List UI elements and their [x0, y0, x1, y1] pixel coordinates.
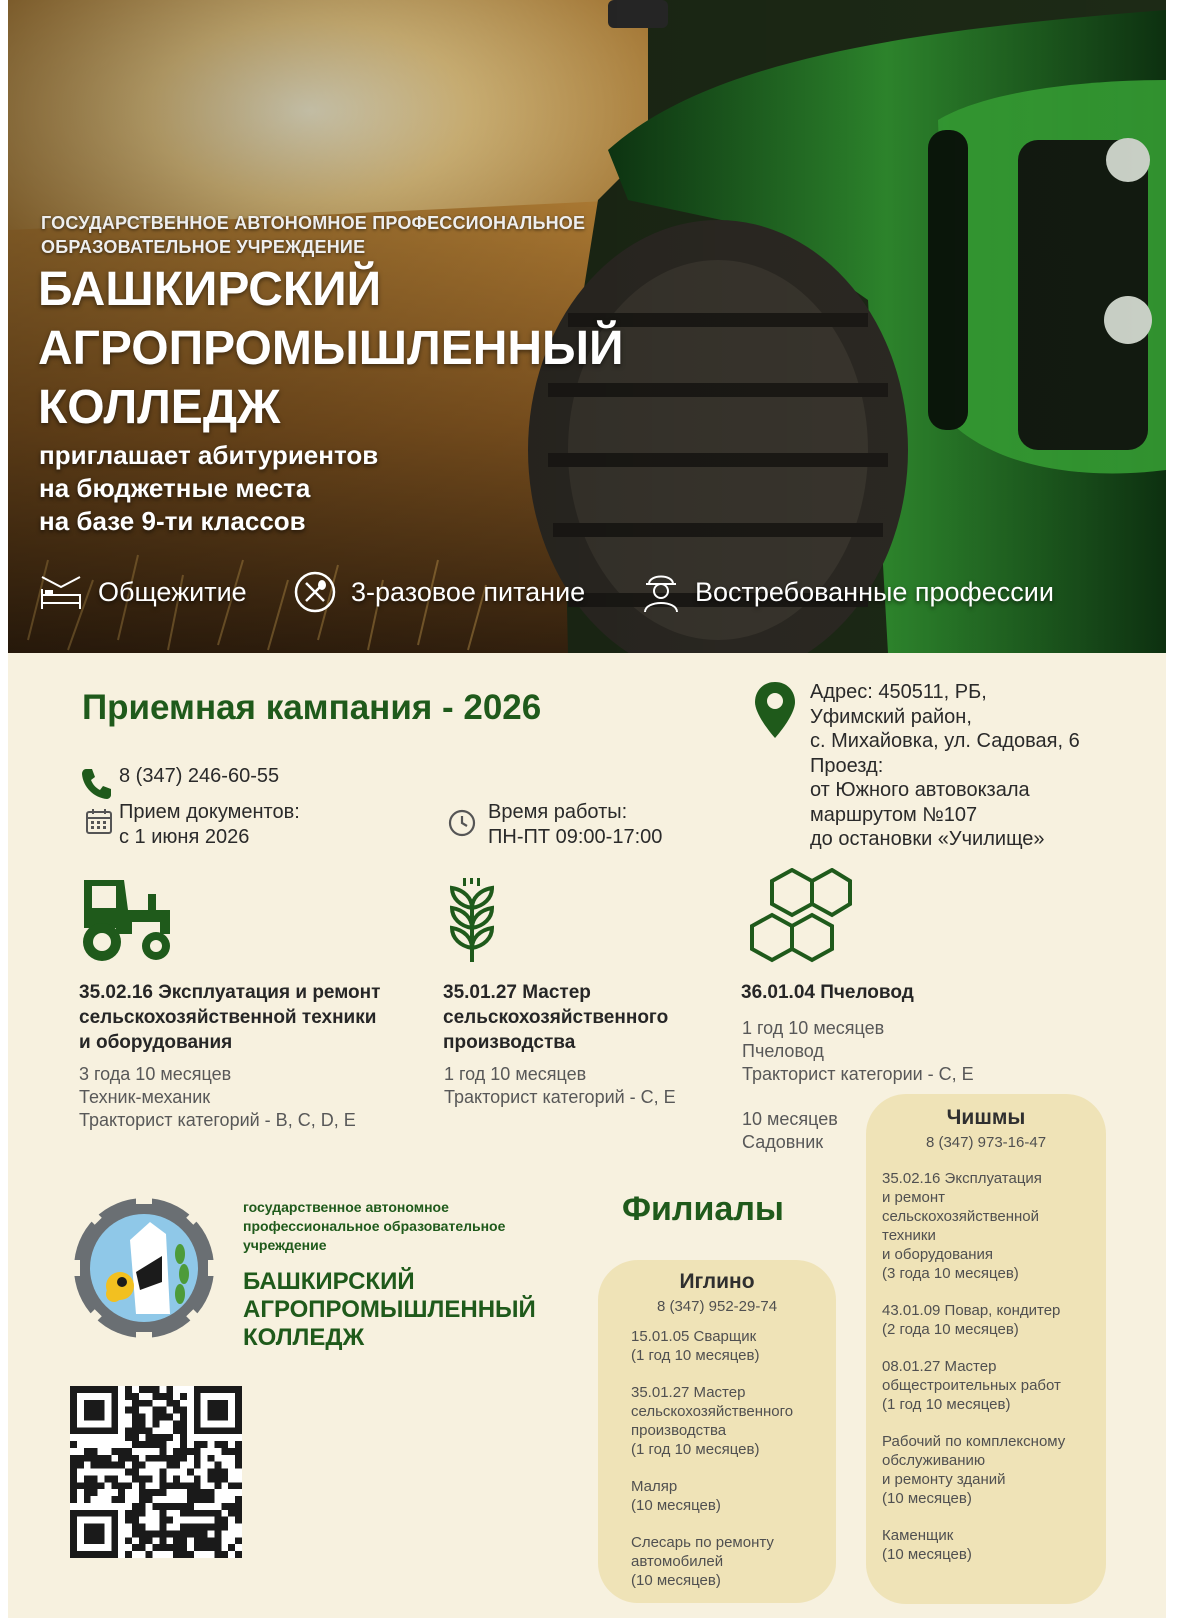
bed-icon	[38, 573, 84, 611]
docs-label: Прием документов:	[119, 801, 300, 823]
specialty-detail-line: Тракторист категории - С, Е	[742, 1064, 974, 1084]
specialty-1-title	[79, 980, 419, 1055]
program-line: 35.02.16 Эксплуатация	[882, 1170, 1042, 1187]
specialty-title-line: и оборудования	[79, 1032, 233, 1053]
college-emblem-icon	[70, 1194, 218, 1342]
logo-college-name	[243, 1268, 536, 1352]
address-block	[810, 680, 1080, 852]
program-line: Слесарь по ремонту	[631, 1534, 774, 1551]
program-line: (1 год 10 месяцев)	[631, 1441, 760, 1458]
specialty-detail-line: Тракторист категорий - B, C, D, E	[79, 1110, 356, 1130]
feature-label: Общежитие	[98, 576, 247, 607]
poster	[8, 0, 1166, 1618]
program-line: производства	[631, 1422, 727, 1439]
branch-name: Иглино	[679, 1270, 755, 1293]
branch-program	[882, 1432, 1106, 1508]
address-line: от Южного автовокзала	[810, 779, 1030, 801]
specialty-1-details	[79, 1063, 356, 1132]
branch-phone: 8 (347) 973-16-47	[925, 1134, 1047, 1151]
honeycomb-icon	[736, 868, 852, 964]
title-line-2: АГРОПРОМЫШЛЕННЫЙ	[38, 322, 624, 375]
program-line: общестроительных работ	[882, 1377, 1061, 1394]
branch-program	[882, 1169, 1106, 1283]
branch-name: Чишмы	[946, 1106, 1026, 1129]
program-line: (10 месяцев)	[882, 1490, 972, 1507]
program-line: 43.01.09 Повар, кондитер	[882, 1302, 1061, 1319]
logo-big-line: КОЛЛЕДЖ	[243, 1324, 365, 1351]
specialty-detail-line: 1 год 10 месяцев	[742, 1018, 885, 1038]
program-line: и ремонт	[882, 1189, 946, 1206]
branch-program	[631, 1533, 836, 1590]
logo-org-type	[243, 1198, 505, 1255]
logo-small-line: учреждение	[243, 1237, 327, 1253]
invite-line-2: на бюджетные места	[39, 473, 311, 503]
logo-big-line: АГРОПРОМЫШЛЕННЫЙ	[243, 1296, 536, 1323]
program-line: (10 месяцев)	[631, 1497, 721, 1514]
title-line-3: КОЛЛЕДЖ	[38, 381, 281, 434]
branch-program	[631, 1327, 836, 1365]
logo-small-line: государственное автономное	[243, 1199, 449, 1215]
specialty-title-line: производства	[443, 1032, 576, 1053]
program-line: Рабочий по комплексному	[882, 1433, 1066, 1450]
specialty-2-title	[443, 980, 743, 1055]
feature-dormitory	[38, 572, 247, 612]
specialty-detail-line: 10 месяцев	[742, 1109, 838, 1129]
program-line: 35.01.27 Мастер	[631, 1384, 746, 1401]
feature-label: 3-разовое питание	[351, 576, 586, 607]
program-line: обслуживанию	[882, 1452, 986, 1469]
specialty-detail-line: Техник-механик	[79, 1087, 211, 1107]
program-line: автомобилей	[631, 1553, 724, 1570]
logo-small-line: профессиональное образовательное	[243, 1218, 506, 1234]
program-line: (3 года 10 месяцев)	[882, 1265, 1019, 1282]
program-line: 08.01.27 Мастер	[882, 1358, 997, 1375]
wheat-icon	[444, 878, 500, 964]
org-line-2: ОБРАЗОВАТЕЛЬНОЕ УЧРЕЖДЕНИЕ	[41, 237, 366, 257]
branch-card-iglino	[598, 1260, 836, 1603]
fork-spoon-icon	[293, 570, 337, 614]
address-line: до остановки «Училище»	[810, 828, 1045, 850]
branch-program	[882, 1357, 1106, 1414]
hero-invitation	[39, 439, 378, 538]
specialty-3-extra	[742, 1108, 838, 1154]
phone-number: 8 (347) 246-60-55	[119, 765, 280, 787]
specialty-title-line: 35.02.16 Эксплуатация и ремонт	[79, 982, 381, 1003]
specialty-detail-line: Садовник	[742, 1132, 824, 1152]
program-line: и ремонту зданий	[882, 1471, 1006, 1488]
address-line: маршрутом №107	[810, 803, 978, 826]
specialty-title-line: 35.01.27 Мастер	[443, 982, 591, 1003]
program-line: техники	[882, 1227, 936, 1244]
specialty-title-line: сельскохозяйственной техники	[79, 1007, 377, 1028]
branch-program	[631, 1383, 836, 1459]
feature-professions	[641, 572, 1054, 612]
branch-card-chishmy	[866, 1094, 1106, 1604]
program-line: (10 месяцев)	[631, 1572, 721, 1589]
address-line: Проезд:	[810, 754, 884, 777]
specialty-detail-line: Тракторист категорий - С, Е	[444, 1087, 676, 1107]
hours-label: Время работы:	[488, 801, 628, 823]
calendar-icon	[85, 807, 113, 835]
address-line: Уфимский район,	[810, 705, 972, 728]
campaign-title: Приемная кампания - 2026	[82, 688, 542, 727]
program-line: и оборудования	[882, 1246, 994, 1263]
working-hours	[488, 800, 662, 850]
qr-code[interactable]	[70, 1386, 242, 1558]
specialty-title-line: сельскохозяйственного	[443, 1007, 669, 1028]
specialty-detail-line: 3 года 10 месяцев	[79, 1064, 232, 1084]
specialty-detail-line: 1 год 10 месяцев	[444, 1064, 587, 1084]
worker-icon	[641, 570, 681, 614]
tractor-icon	[76, 872, 176, 964]
specialty-2-details	[444, 1063, 676, 1109]
hours-value: ПН-ПТ 09:00-17:00	[488, 826, 663, 848]
logo-big-line: БАШКИРСКИЙ	[243, 1268, 415, 1295]
feature-meals	[293, 572, 585, 612]
specialty-detail-line: Пчеловод	[742, 1041, 824, 1061]
clock-icon	[447, 808, 477, 838]
feature-label: Востребованные профессии	[695, 576, 1054, 607]
hero-banner	[8, 0, 1166, 653]
program-line: (1 год 10 месяцев)	[882, 1396, 1011, 1413]
branch-program	[631, 1477, 836, 1515]
program-line: 15.01.05 Сварщик	[631, 1328, 757, 1345]
hero-college-title	[38, 260, 624, 437]
invite-line-3: на базе 9-ти классов	[39, 506, 306, 536]
program-line: сельскохозяйственного	[631, 1403, 794, 1420]
address-line: с. Михайовка, ул. Садовая, 6	[810, 730, 1080, 752]
specialty-title-line: 36.01.04 Пчеловод	[741, 982, 914, 1003]
location-pin-icon	[753, 680, 797, 740]
address-line: Адрес: 450511, РБ,	[810, 681, 987, 703]
program-line: Каменщик	[882, 1527, 954, 1544]
org-line-1: ГОСУДАРСТВЕННОЕ АВТОНОМНОЕ ПРОФЕССИОНАЛЬНОЕ	[41, 213, 586, 233]
specialty-3-title	[741, 980, 914, 1005]
phone-icon	[80, 766, 114, 800]
program-line: (10 месяцев)	[882, 1546, 972, 1563]
documents-intake	[119, 800, 300, 850]
program-line: Маляр	[631, 1478, 678, 1495]
branch-program	[882, 1301, 1106, 1339]
branches-heading: Филиалы	[622, 1190, 784, 1228]
title-line-1: БАШКИРСКИЙ	[38, 263, 382, 316]
specialty-3-details	[742, 1017, 974, 1086]
program-line: (1 год 10 месяцев)	[631, 1347, 760, 1364]
hero-org-type	[41, 211, 585, 259]
program-line: (2 года 10 месяцев)	[882, 1321, 1019, 1338]
invite-line-1: приглашает абитуриентов	[39, 440, 379, 470]
docs-date: с 1 июня 2026	[119, 826, 250, 848]
branch-program	[882, 1526, 1106, 1564]
branch-phone: 8 (347) 952-29-74	[656, 1298, 778, 1315]
program-line: сельскохозяйственной	[882, 1208, 1040, 1225]
